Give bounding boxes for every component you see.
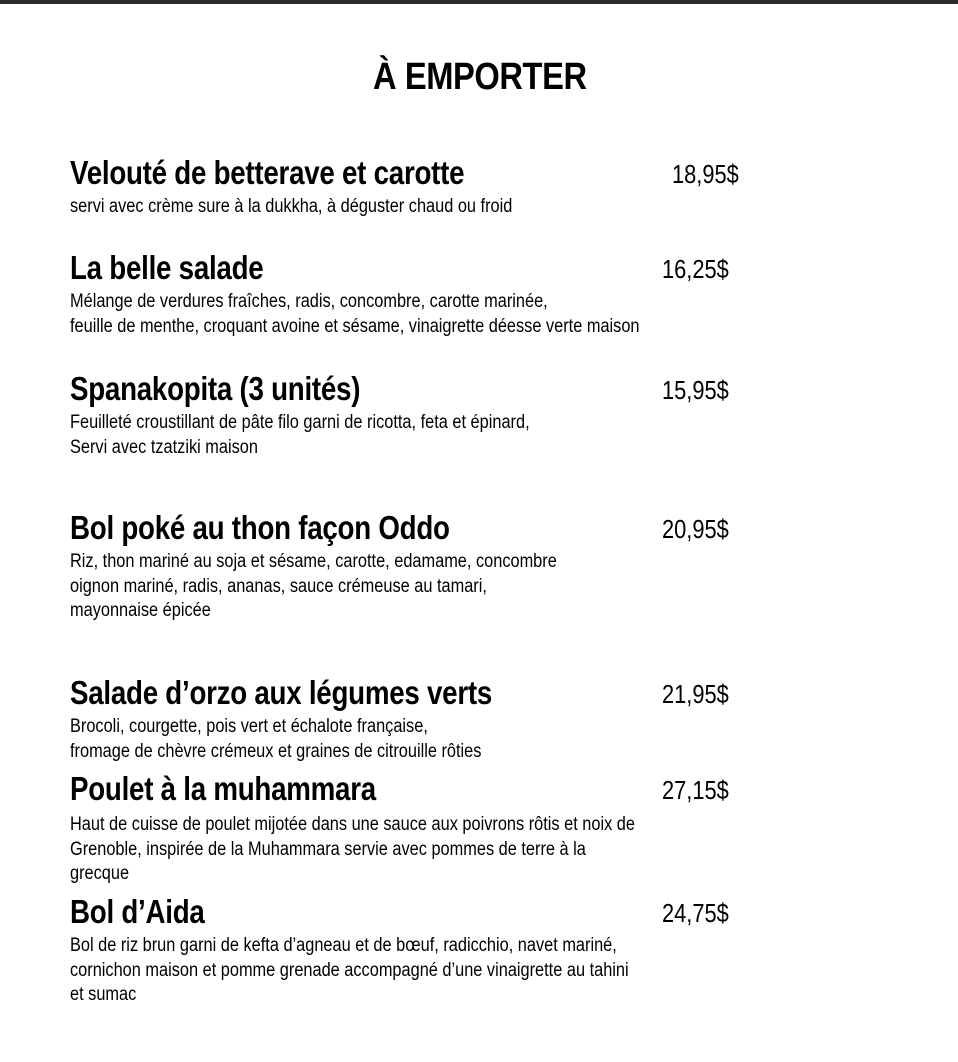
description-line: mayonnaise épicée [70,600,211,621]
description-line: fromage de chèvre crémeux et graines de citrouille rôties [70,740,482,762]
description-line: oignon mariné, radis, ananas, sauce crémeuse au tamari, [70,575,487,597]
item-price: 20,95$ [662,514,729,544]
description-line: grecque [70,863,130,884]
item-description [70,715,481,764]
item-name: Bol d’Aida [70,893,205,930]
item-name: Poulet à la muhammara [70,770,376,807]
item-name: Bol poké au thon façon Oddo [70,509,450,546]
item-description [70,290,640,339]
menu-title: À EMPORTER [373,56,587,98]
item-description [70,813,635,887]
description-line: et sumac [70,984,137,1005]
item-price: 16,25$ [662,254,729,284]
item-price: 15,95$ [662,375,729,405]
item-description [70,411,530,460]
description-line: Grenoble, inspirée de la Muhammara servie avec pommes de terre à la [70,838,586,860]
item-name: Spanakopita (3 unités) [70,370,361,407]
item-name: Salade d’orzo aux légumes verts [70,674,493,711]
item-description [70,550,557,624]
item-price: 18,95$ [672,159,739,189]
description-line: Bol de riz brun garni de kefta d’agneau et de bœuf, radicchio, navet mariné, [70,935,617,956]
description-line: Riz, thon mariné au soja et sésame, carotte, edamame, concombre [70,551,557,572]
item-price: 27,15$ [662,775,729,805]
description-line: Servi avec tzatziki maison [70,436,258,458]
description-line: servi avec crème sure à la dukkha, à déguster chaud ou froid [70,196,513,217]
description-line: Mélange de verdures fraîches, radis, concombre, carotte marinée, [70,291,548,312]
item-price: 21,95$ [662,679,729,709]
item-name: La belle salade [70,249,264,286]
description-line: cornichon maison et pomme grenade accompagné d’une vinaigrette au tahini [70,959,629,981]
description-line: Brocoli, courgette, pois vert et échalote française, [70,716,428,737]
description-line: feuille de menthe, croquant avoine et sésame, vinaigrette déesse verte maison [70,315,640,337]
description-line: Feuilleté croustillant de pâte filo garni de ricotta, feta et épinard, [70,412,530,433]
item-name: Velouté de betterave et carotte [70,154,465,191]
item-description [70,195,512,220]
description-line: Haut de cuisse de poulet mijotée dans une sauce aux poivrons rôtis et noix de [70,814,635,835]
item-description [70,934,629,1008]
top-border [0,0,958,4]
item-price: 24,75$ [662,898,729,928]
